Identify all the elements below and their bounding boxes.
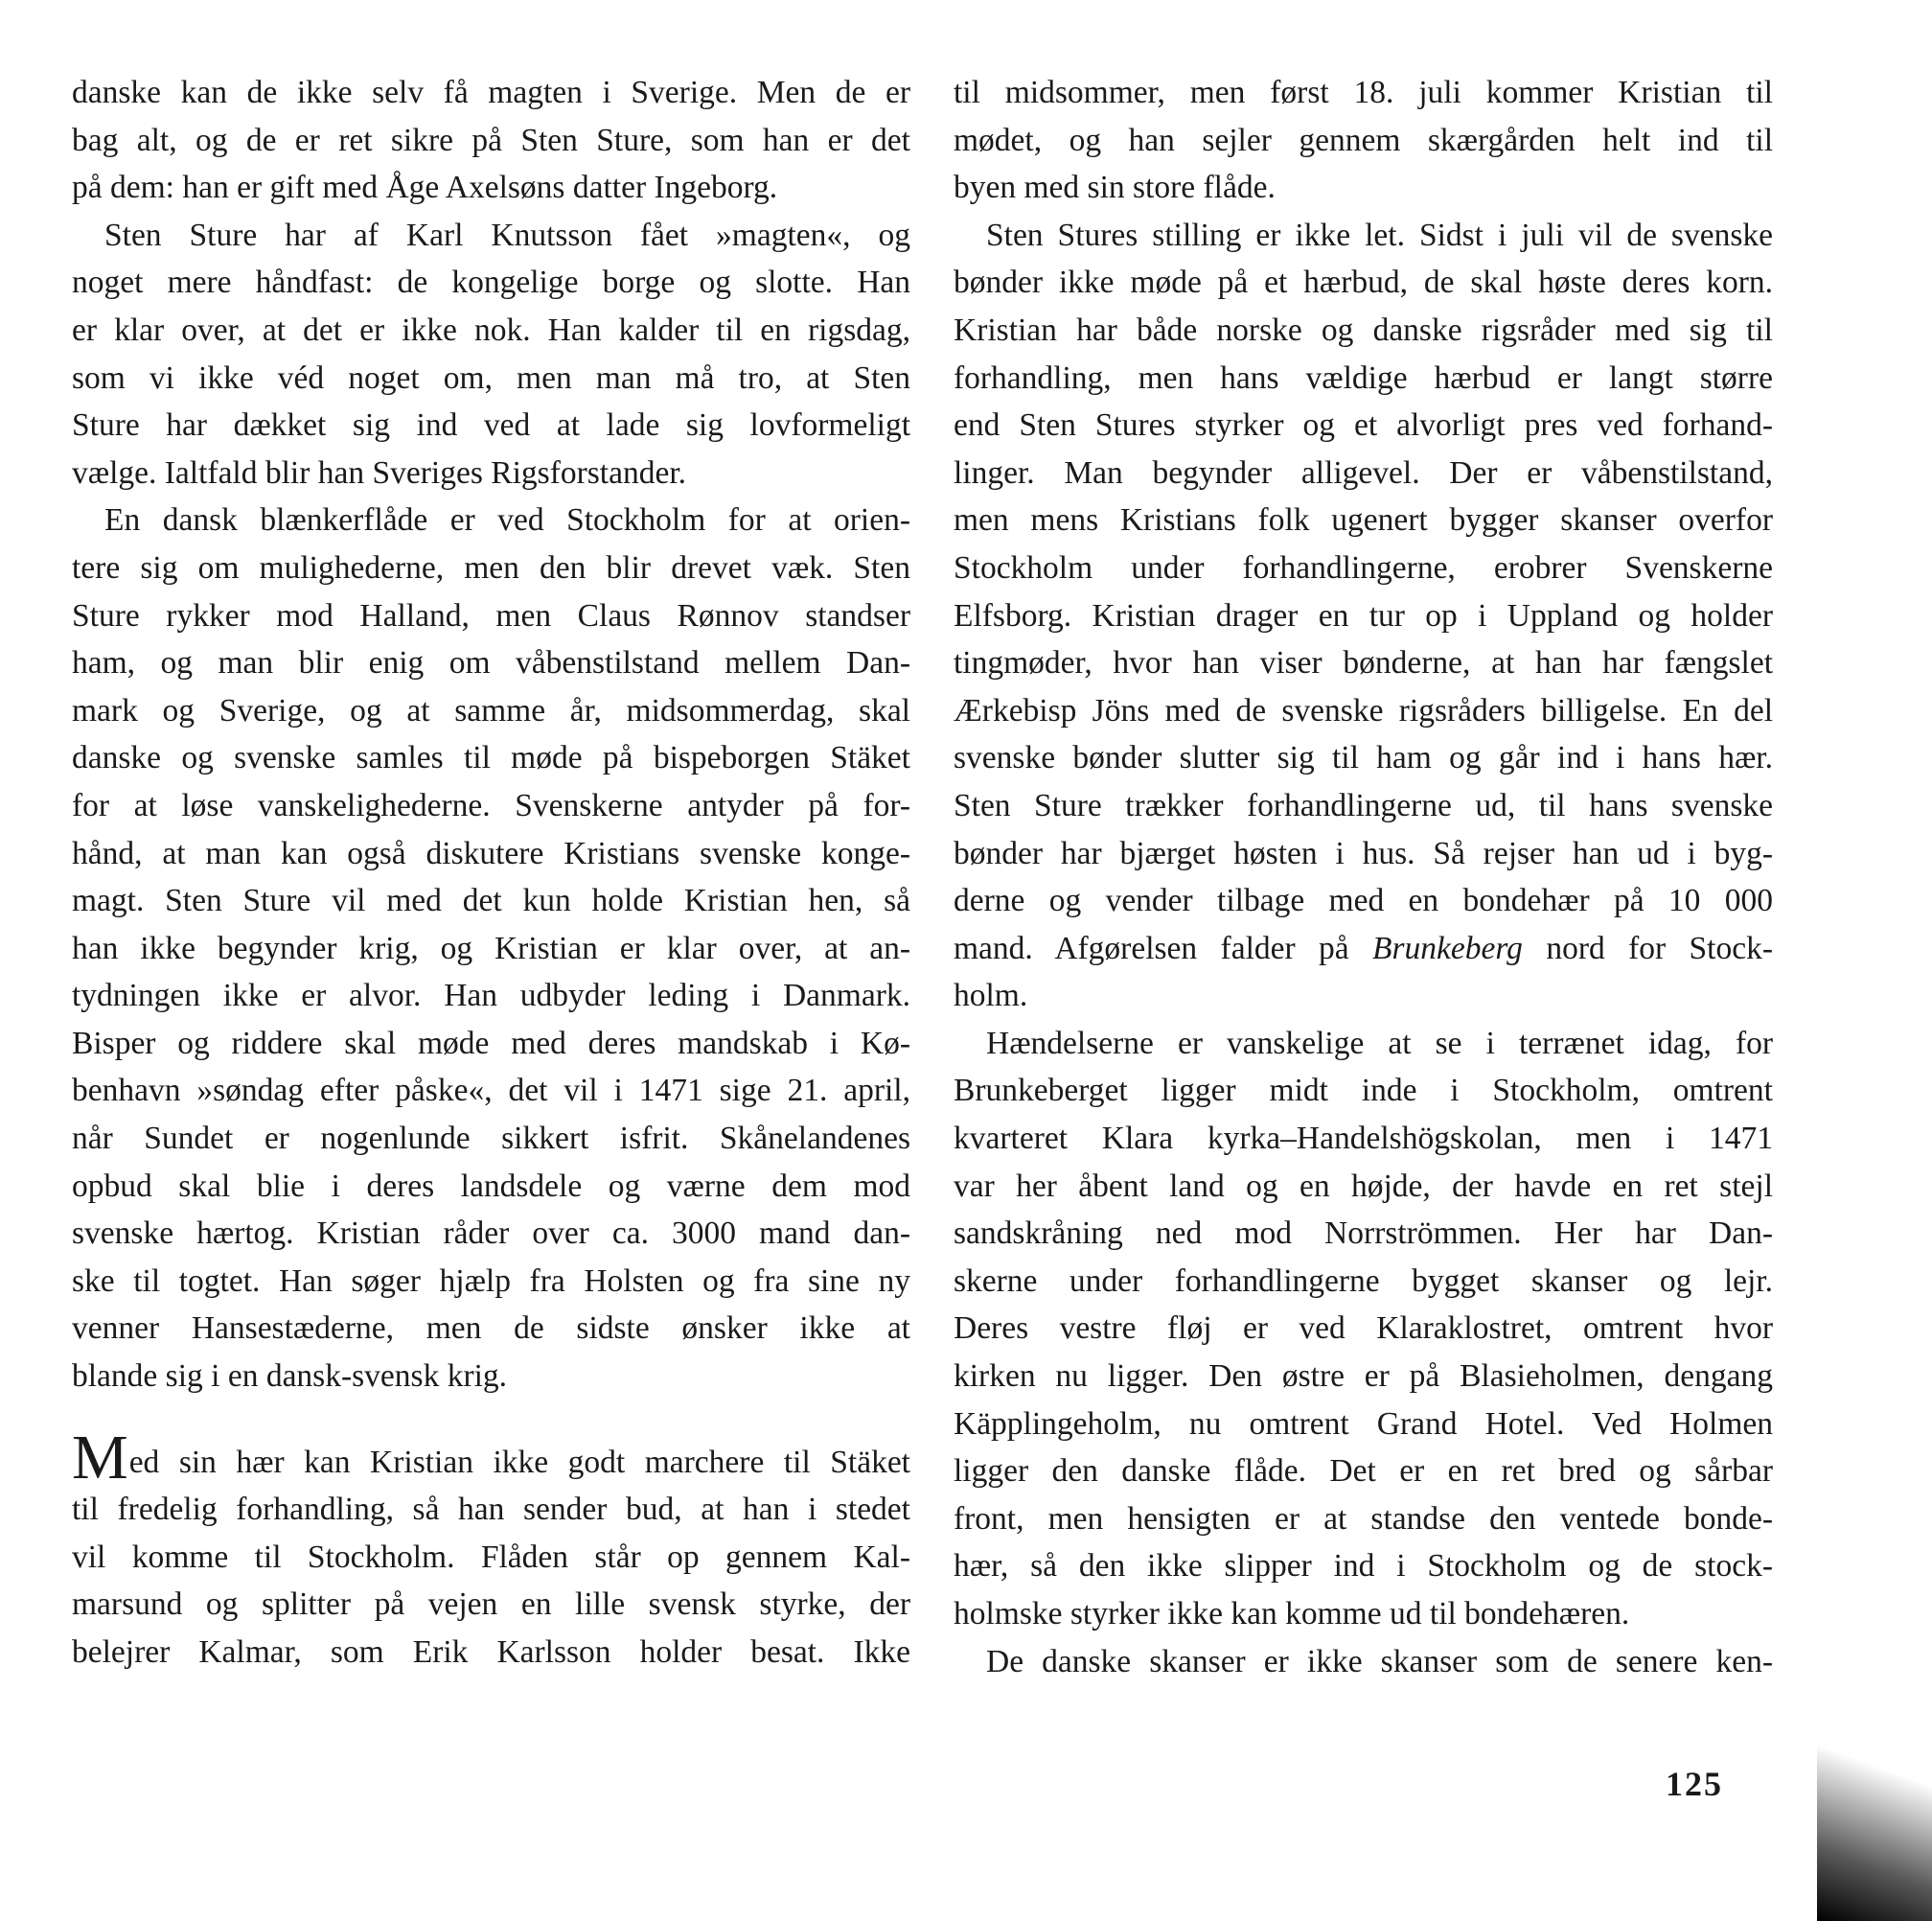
text-line: danske og svenske samles til møde på bispeborgen Stäket <box>72 740 910 776</box>
text-line: for at løse vanskelighederne. Svenskerne antyder på for- <box>72 787 910 823</box>
text-line: front, men hensigten er at standse den ventede bonde- <box>954 1500 1773 1537</box>
text-line: tingmøder, hvor han viser bønderne, at han har fængslet <box>954 645 1773 682</box>
text-line: linger. Man begynder alligevel. Der er våbenstilstand, <box>954 454 1773 491</box>
text-line: hær, så den ikke slipper ind i Stockholm og de stock- <box>954 1548 1773 1585</box>
text-line: til midsommer, men først 18. juli kommer Kristian til <box>954 75 1773 110</box>
text-line: bag alt, og de er ret sikre på Sten Sture, som han er det <box>72 122 910 158</box>
text-line: ham, og man blir enig om våbenstilstand mellem Dan- <box>72 645 910 682</box>
text-line: Sture rykker mod Halland, men Claus Rønnov standser <box>72 597 910 634</box>
section-break <box>72 1400 910 1439</box>
text-segment: nord for Stock- <box>1522 930 1773 966</box>
text-line: til fredelig forhandling, så han sender bud, at han i stedet <box>72 1492 910 1528</box>
text-line: venner Hansestæderne, men de sidste ønsker ikke at <box>72 1310 910 1347</box>
text-line: Sten Sture har af Karl Knutsson fået »magten«, og <box>104 217 910 253</box>
page-curl-shadow <box>1817 1668 1932 1921</box>
text-line: ed sin hær kan Kristian ikke godt marchere til Stäket <box>128 1444 910 1480</box>
text-line: tydningen ikke er alvor. Han udbyder leding i Danmark. <box>72 978 910 1014</box>
text-line: derne og vender tilbage med en bondehær på 10 000 <box>954 883 1773 919</box>
text-line: Sten Stures stilling er ikke let. Sidst i juli vil de svenske <box>986 217 1773 253</box>
drop-cap: M <box>72 1422 128 1493</box>
text-line: når Sundet er nogenlunde sikkert isfrit. Skånelandenes <box>72 1121 910 1157</box>
text-line: Hændelserne er vanskelige at se i terrænet idag, for <box>986 1025 1773 1061</box>
text-line: danske kan de ikke selv få magten i Sverige. Men de er <box>72 75 910 110</box>
text-line: Kristian har både norske og danske rigsråder med sig til <box>954 312 1773 348</box>
text-line: ligger den danske flåde. Det er en ret bred og sårbar <box>954 1453 1773 1490</box>
text-line: holm. <box>954 978 1028 1014</box>
text-line: holmske styrker ikke kan komme ud til bondehæren. <box>954 1596 1630 1632</box>
text-line: noget mere håndfast: de kongelige borge og slotte. Han <box>72 265 910 301</box>
text-line: hånd, at man kan også diskutere Kristians svenske konge- <box>72 835 910 871</box>
text-line: bønder ikke møde på et hærbud, de skal høste deres korn. <box>954 265 1773 301</box>
text-line: svenske bønder slutter sig til ham og går ind i hans hær. <box>954 740 1773 776</box>
text-line: Käpplingeholm, nu omtrent Grand Hotel. Ved Holmen <box>954 1405 1773 1442</box>
text-line: Bisper og riddere skal møde med deres mandskab i Kø- <box>72 1025 910 1061</box>
section-first-line <box>72 1422 910 1493</box>
text-line: mødet, og han sejler gennem skærgården helt ind til <box>954 122 1773 158</box>
text-line: benhavn »søndag efter påske«, det vil i 1471 sige 21. april, <box>72 1073 910 1109</box>
text-line: på dem: han er gift med Åge Axelsøns datter Ingeborg. <box>72 170 778 206</box>
text-segment: mand. Afgørelsen falder på <box>954 930 1373 966</box>
text-line: belejrer Kalmar, som Erik Karlsson holder besat. Ikke <box>72 1634 910 1670</box>
text-line: han ikke begynder krig, og Kristian er klar over, at an- <box>72 930 910 966</box>
text-line: ske til togtet. Han søger hjælp fra Holsten og fra sine ny <box>72 1262 910 1299</box>
left-column <box>72 69 910 1677</box>
place-name-italic: Brunkeberg <box>1372 930 1523 966</box>
text-line: vil komme til Stockholm. Flåden står op gennem Kal- <box>72 1539 910 1575</box>
text-line: En dansk blænkerflåde er ved Stockholm for at orien- <box>104 502 910 539</box>
text-line: Sture har dækket sig ind ved at lade sig lovformeligt <box>72 407 910 444</box>
text-line: tere sig om mulighederne, men den blir drevet væk. Sten <box>72 549 910 586</box>
text-line: er klar over, at det er ikke nok. Han kalder til en rigsdag, <box>72 312 910 348</box>
text-line: men mens Kristians folk ugenert bygger skanser overfor <box>954 502 1773 539</box>
text-line: svenske hærtog. Kristian råder over ca. 3000 mand dan- <box>72 1215 910 1252</box>
text-line: Stockholm under forhandlingerne, erobrer Svenskerne <box>954 549 1773 586</box>
text-line: blande sig i en dansk-svensk krig. <box>72 1358 508 1395</box>
text-line: Ærkebisp Jöns med de svenske rigsråders billigelse. En del <box>954 692 1773 729</box>
text-line: bønder har bjærget høsten i hus. Så rejser han ud i byg- <box>954 835 1773 871</box>
text-line: mark og Sverige, og at samme år, midsommerdag, skal <box>72 692 910 729</box>
text-line: kirken nu ligger. Den østre er på Blasieholmen, dengang <box>954 1358 1773 1395</box>
text-line: Brunkeberget ligger midt inde i Stockholm, omtrent <box>954 1073 1773 1109</box>
text-line: var her åbent land og en højde, der havde en ret stejl <box>954 1168 1773 1204</box>
page-number: 125 <box>1666 1765 1723 1803</box>
text-line: kvarteret Klara kyrka–Handelshögskolan, men i 1471 <box>954 1121 1773 1157</box>
text-line: De danske skanser er ikke skanser som de senere ken- <box>986 1643 1773 1679</box>
text-line: Deres vestre fløj er ved Klaraklostret, omtrent hvor <box>954 1310 1773 1347</box>
text-line: end Sten Stures styrker og et alvorligt pres ved forhand- <box>954 407 1773 444</box>
text-line: Elfsborg. Kristian drager en tur op i Uppland og holder <box>954 597 1773 634</box>
text-line: marsund og splitter på vejen en lille svensk styrke, der <box>72 1586 910 1623</box>
text-line: skerne under forhandlingerne bygget skanser og lejr. <box>954 1262 1773 1299</box>
text-line: opbud skal blie i deres landsdele og værne dem mod <box>72 1168 910 1204</box>
text-line: Sten Sture trækker forhandlingerne ud, til hans svenske <box>954 787 1773 823</box>
brunkeberg-line <box>954 925 1773 973</box>
text-line: sandskråning ned mod Norrströmmen. Her har Dan- <box>954 1215 1773 1252</box>
text-line: byen med sin store flåde. <box>954 170 1276 206</box>
right-column <box>954 69 1773 1685</box>
text-line: som vi ikke véd noget om, men man må tro, at Sten <box>72 359 910 396</box>
text-line: forhandling, men hans vældige hærbud er langt større <box>954 359 1773 396</box>
text-line: vælge. Ialtfald blir han Sveriges Rigsforstander. <box>72 454 687 491</box>
text-line: magt. Sten Sture vil med det kun holde Kristian hen, så <box>72 883 910 919</box>
